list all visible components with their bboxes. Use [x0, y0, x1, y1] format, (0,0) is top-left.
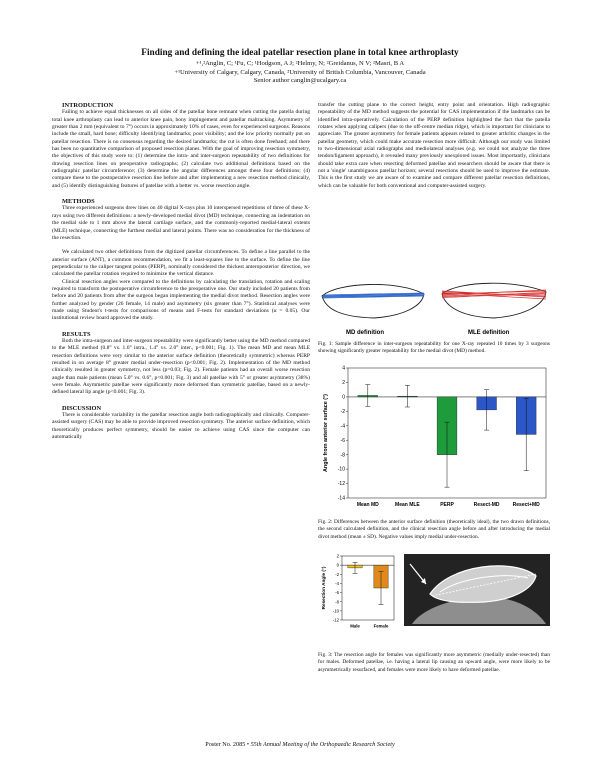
intro-heading: INTRODUCTION [62, 102, 114, 109]
figure-3-chart [318, 552, 398, 634]
poster-number: Poster No. 2085 [205, 741, 246, 748]
y-tick-label: 0 [336, 562, 339, 568]
affiliations: +¹University of Calgary, Calgary, Canada, ²University of British Columbia, Vancouver, Canada [174, 68, 426, 76]
author-block [0, 60, 600, 86]
md-definition-label: MD definition [346, 330, 384, 336]
y-tick-label: 2 [336, 553, 339, 559]
discussion-continued: transfer the cutting plane to the correct height, entry point and orientation. High radiographic repeatability of the MD method suggests the potential for CAS implementation if the landmarks can be identified intra-operatively. Calculation of the PERP definition highlighted the fact that the patella rotates when applying calipers (due to the off-centre median ridge), which is important for clinicians to appreciate. The greater asymmetry for female patients appears related to greater arthritic changes in the patellar geometry, which could make accurate resection more difficult. Although our study was limited to two-dimensional axial radiographs and mediolateral analyses (e.g. we could not analyze the three tendon/ligament approach), it revealed many previously unexplored issues. Most importantly, clinicians should take extra care when resecting deformed patellae and researchers should be aware that there is not a 'single' unambiguous patellar horizon; several resections should be used to improve the estimate. This is the first study we are aware of to examine and compare different patellar resection definitions, which can be valuable for both conventional and computer-assisted surgery. [318, 102, 550, 189]
y-tick-label: -2 [340, 408, 345, 415]
figure-2-chart [318, 362, 550, 516]
methods-paragraph-1: Three experienced surgeons drew lines on 40 digital X-rays plus 10 interspersed repetitions of three of these X-rays using two different definitions: a newly-developed medial divot (MD) technique, connecting an indentation on the medial side to 1 mm above the lateral cartilage surface, and the commonly-reported medial-lateral extents (MLE) technique, connecting the furthest medial and lateral points. There was no consideration for the thickness of the resection. [52, 205, 310, 241]
y-tick-label: 2 [342, 380, 345, 387]
figure-2-caption: Fig. 2: Differences between the anterior surface definition (theoretically ideal), the two drawn definitions, the second calculated definition, and the clinical resection angle before and after introducing the medial divot method (mean ± SD). Negative values imply medial under-resection. [318, 519, 550, 540]
methods-paragraph-3: Clinical resection angles were compared to the definitions by calculating the translation, rotation and scaling required to transform the postoperative circumference to the preoperative one. Our study included 20 patients from before and 20 patients from after the surgeon began implementing the medial divot method. Resection angles were further analyzed by gender (26 female, 14 male) and asymmetry (six greater than 7°). Statistical analyses were made using Student's t-tests for comparisons of means and F-tests for standard deviations (α = 0.05). Our institutional review board approved the study. [52, 278, 310, 322]
x-category-label: Female [373, 623, 389, 629]
y-tick-label: -6 [335, 590, 339, 596]
y-tick-label: -10 [332, 608, 339, 614]
y-tick-label: -12 [332, 617, 339, 623]
md-definition-image [322, 284, 424, 318]
x-category-label: Mean MLE [395, 502, 420, 508]
y-tick-label: -14 [337, 495, 345, 502]
y-tick-label: -8 [335, 599, 339, 605]
contact-email: Senior author canglin@ucalgary.ca [253, 77, 347, 85]
y-tick-label: -4 [335, 581, 339, 587]
footer-separator: • [246, 741, 250, 748]
mle-definition-label: MLE definition [468, 330, 510, 336]
methods-heading: METHODS [62, 198, 95, 206]
results-paragraph: Both the intra-surgeon and inter-surgeon repeatability were significantly better using the MD method compared to the MLE method (0.8° vs. 1.6° intra., 1.4° vs. 2.0° inter., p<0.001; Fig. 1). The mean MD and mean MLE resection definitions were very similar to the anterior surface definition (theoretically symmetric) whereas PERP resulted in on average 8° greater medial under-resection (p<0.001; Fig. 2). Implementation of the MD method clinically resulted in greater symmetry, not less (p=0.03; Fig. 2). Female patients had an overall worse resection angle than male patients (mean 5.0° vs. 0.6°, p<0.001; Fig. 3) and all patellae with 5° or greater asymmetry (38%) were female. Asymmetric patellae were significantly more deformed than symmetric patellae, based on a newly-defined lateral lip angle (p<0.001; Fig. 3). [52, 337, 310, 396]
y-tick-label: 0 [342, 394, 345, 401]
figure-3-caption: Fig. 3: The resection angle for females was significantly more asymmetric (medially under-resected) than for males. Deformed patellae, i.e. having a lateral lip causing an upward angle, were more likely to be asymmetrically resurfaced, and females were more likely to have deformed patellae. [318, 652, 550, 673]
y-tick-label: -4 [340, 423, 345, 430]
author-list: +¹,²Anglin, C; ¹Fu, C; ¹Hodgson, A J; ²Helmy, N; ²Greidanus, N V; ²Masri, B A [195, 60, 405, 67]
y-axis-label: Angle from anterior surface (°) [323, 394, 329, 472]
meeting-name: 55th Annual Meeting of the Orthopaedic Research Society [250, 741, 395, 748]
y-tick-label: -6 [340, 437, 345, 444]
x-category-label: Resect-MD [473, 502, 500, 508]
x-category-label: PERP [440, 502, 454, 508]
x-category-label: Mean MD [356, 502, 379, 508]
mle-definition-image [442, 283, 546, 318]
discussion-heading: DISCUSSION [62, 404, 102, 412]
y-axis-label: Resection Angle (°) [321, 566, 326, 610]
y-tick-label: -2 [335, 571, 339, 577]
methods-paragraph-2: We calculated two other definitions from the digitized patellar circumferences. To define a line parallel to the anterior surface (ANT), a common recommendation, we fit a least-squares line to the surface. To define the line perpendicular to the caliper tangent points (PERP), nominally considered the thickest anteroposterior direction, we calculated the patellar rotation required to minimize the vertical distance. [52, 249, 310, 278]
footer [0, 741, 600, 748]
figure-1 [318, 272, 550, 338]
paper-title: Finding and defining the ideal patellar resection plane in total knee arthroplasty [141, 48, 459, 58]
y-tick-label: -8 [340, 452, 345, 459]
y-tick-label: 4 [342, 365, 345, 372]
y-tick-label: -12 [337, 481, 345, 488]
right-column [318, 102, 550, 190]
figure-3-xray-image [404, 554, 550, 626]
intro-paragraph: Failing to achieve equal thicknesses on all sides of the patellar bone remnant when cutting the patella during total knee arthroplasty can lead to anterior knee pain, bony impingement and patellar maltracking. Asymmetry of greater than 2 mm (equivalent to 7°) occurs in approximately 10% of cases, even for experienced surgeons. Reasons include the small, hard bone; difficulty identifying landmarks; poor visibility; and the low priority normally put on patellar resection. There is no consensus regarding the desired landmarks; the cut is often done freehand; and there has been no quantitative comparison of proposed resection planes. With the goal of improving resection symmetry, the objectives of this study were to: (1) determine the intra- and inter-surgeon repeatability of two definitions for drawing resection lines on preoperative radiographs; (2) calculate two additional definitions based on the radiographic patellar circumference; (3) determine the angular differences amongst these four definitions; (4) compare these to the postoperative resection line before and after implementing a new resection method clinically, and (5) identify distinguishing features of patellae with a better vs. worse resection angle. [52, 109, 310, 189]
results-heading: RESULTS [62, 330, 91, 338]
x-category-label: Resect+MD [512, 502, 540, 508]
y-tick-label: -10 [337, 466, 345, 473]
figure-1-caption: Fig. 1: Sample difference in inter-surgeon repeatability for one X-ray repeated 10 times by 3 surgeons showing significantly greater repeatability for the medial divot (MD) method. [318, 341, 550, 355]
x-category-label: Male [350, 623, 360, 629]
left-column [52, 102, 310, 441]
discussion-paragraph: There is considerable variability in the patellar resection angle both radiographically and clinically. Computer-assisted surgery (CAS) may be able to provide improved resection symmetry. The anterior surface definition, which theoretically produces perfect symmetry, should be easier to achieve using CAS since the computer can automatically [52, 412, 310, 441]
